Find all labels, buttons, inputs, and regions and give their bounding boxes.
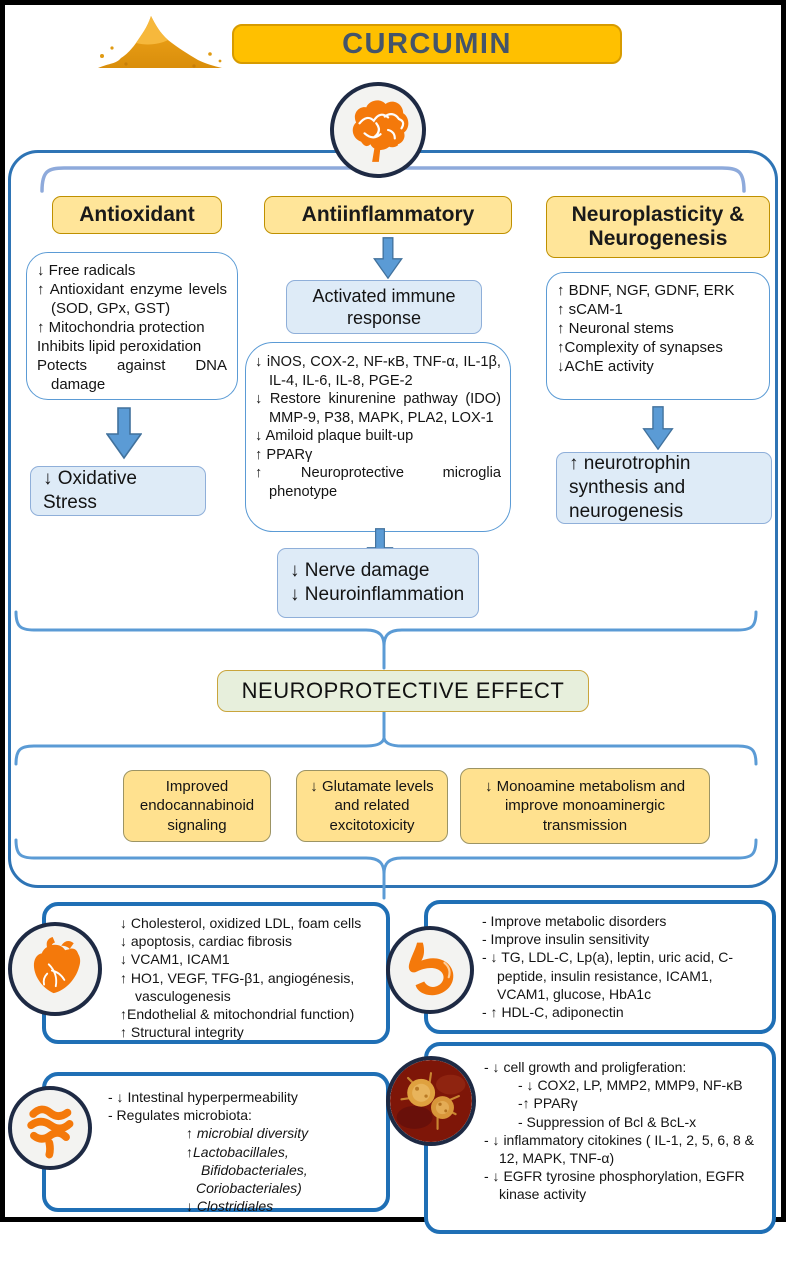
effect-line: - Regulates microbiota: (108, 1107, 252, 1124)
down-arrow-icon (106, 406, 142, 460)
effect-line: ↓ Nerve damage (290, 560, 430, 582)
turmeric-powder-image (90, 6, 230, 76)
effect-line: ↑Lactobacillales, Bifidobacteriales, (186, 1143, 308, 1178)
effect-line: ↑ Neuroprotective microglia phenotype (255, 465, 501, 500)
monoamine-box: ↓ Monoamine metabolism and improve monoaminergic transmission (460, 768, 710, 844)
glutamate-box: ↓ Glutamate levels and related excitotoxicity (296, 770, 448, 842)
brain-icon (330, 82, 426, 178)
header-neuroplasticity: Neuroplasticity & Neurogenesis (546, 196, 770, 258)
effect-line: ↓ Neuroinflammation (290, 584, 465, 605)
intestines-icon (8, 1086, 92, 1170)
effect-line: Inhibits lipid peroxidation (37, 338, 202, 356)
effect-line: ↑ Antioxidant enzyme levels (SOD, GPx, GST) (37, 281, 227, 318)
effect-line: - ↓ cell growth and proligferation: (484, 1059, 687, 1075)
effect-line: - Improve metabolic disorders (482, 913, 667, 929)
effect-line: -↑ PPARγ (518, 1095, 578, 1112)
effect-line: - Improve insulin sensitivity (482, 931, 650, 948)
effect-line: - ↑ HDL-C, adiponectin (482, 1003, 624, 1020)
heart-icon (8, 922, 102, 1016)
antioxidant-effects-box (26, 252, 238, 400)
neuroplasticity-effects-box (546, 272, 770, 400)
effect-line: Coriobacteriales) (196, 1179, 302, 1196)
effect-line: - ↓ EGFR tyrosine phosphorylation, EGFR kinase activity (484, 1168, 745, 1203)
effect-line: - ↓ TG, LDL-C, Lp(a), leptin, uric acid, C-peptide, insulin resistance, ICAM1, VCAM1, glucose, HbA1c (482, 949, 734, 1002)
effect-line: ↑Complexity of synapses (557, 339, 723, 357)
effect-line: - ↓ COX2, LP, MMP2, MMP9, NF-κB (518, 1077, 743, 1094)
effect-line: ↓AChE activity (557, 358, 654, 376)
effect-line: - ↓ inflammatory citokines ( IL-1, 2, 5, 6, 8 & 12, MAPK, TNF-α) (484, 1131, 754, 1166)
gather-brace (14, 610, 758, 670)
effect-line: ↑ HO1, VEGF, TFG-β1, angiogénesis, vasculogenesis (120, 969, 355, 1004)
page-title: CURCUMIN (232, 24, 622, 64)
intestinal-effects-box (42, 1072, 390, 1215)
down-arrow-icon (371, 237, 405, 279)
gather-brace (14, 838, 758, 900)
effect-line: ↓ apoptosis, cardiac fibrosis (120, 933, 292, 950)
effect-line: ↑ BDNF, NGF, GDNF, ERK (557, 282, 735, 299)
stomach-icon (386, 926, 474, 1014)
effect-line: ↓ Cholesterol, oxidized LDL, foam cells (120, 915, 362, 931)
effect-line: ↑ microbial diversity (186, 1125, 309, 1142)
effect-line: - ↓ Intestinal hyperpermeability (108, 1089, 298, 1105)
metabolic-effects-box (424, 900, 776, 1034)
down-arrow-icon (641, 406, 675, 450)
effect-line: Potects against DNA damage (37, 357, 227, 394)
effect-line: ↓ Restore kinurenine pathway (IDO) MMP-9, P38, MAPK, PLA2, LOX-1 (255, 391, 501, 426)
activated-immune-response-box: Activated immune response (286, 280, 482, 334)
effect-line: ↓ Clostridiales (186, 1198, 274, 1215)
effect-line: - Suppression of Bcl & BcL-x (518, 1113, 697, 1130)
antiinflammatory-effects-box (245, 342, 511, 532)
effect-line: ↓ VCAM1, ICAM1 (120, 951, 230, 968)
neurotrophin-outcome: ↑ neurotrophin synthesis and neurogenesis (556, 452, 772, 524)
effect-line: ↑ Neuronal stems (557, 320, 674, 338)
endocannabinoid-box: Improved endocannabinoid signaling (123, 770, 271, 842)
effect-line: ↓ Amiloid plaque built-up (255, 428, 414, 445)
effect-line: ↑Endothelial & mitochondrial function) (120, 1005, 355, 1022)
effect-line: ↑ Structural integrity (120, 1024, 244, 1041)
oxidative-stress-outcome: ↓ Oxidative Stress (30, 466, 206, 516)
effect-line: ↑ Mitochondria protection (37, 319, 205, 337)
nerve-damage-outcome (277, 548, 479, 618)
effect-line: ↓ iNOS, COX-2, NF-κB, TNF-α, IL-1β, IL-4, IL-6, IL-8, PGE-2 (255, 354, 501, 389)
effect-line: ↓ Free radicals (37, 262, 136, 279)
effect-line: ↑ sCAM-1 (557, 301, 623, 319)
anticancer-effects-box (424, 1042, 776, 1234)
neuroprotective-effect-box: NEUROPROTECTIVE EFFECT (217, 670, 589, 712)
distribute-brace (14, 712, 758, 766)
effect-line: ↑ PPARγ (255, 446, 313, 463)
header-antioxidant: Antioxidant (52, 196, 222, 234)
cancer-cells-icon (386, 1056, 476, 1146)
header-antiinflammatory: Antiinflammatory (264, 196, 512, 234)
